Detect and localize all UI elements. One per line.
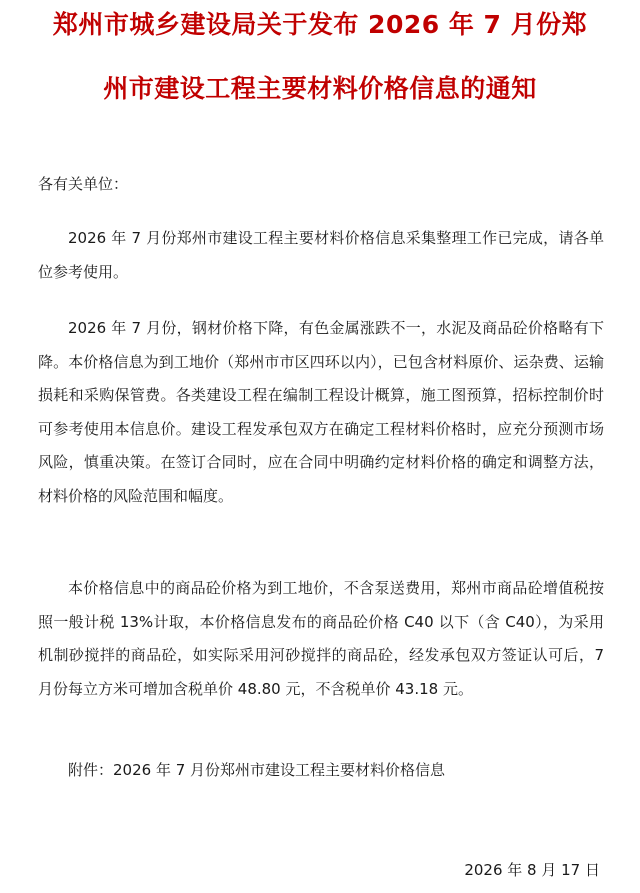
paragraph-intro: 2026 年 7 月份郑州市建设工程主要材料价格信息采集整理工作已完成，请各单位参考使用。 <box>38 229 604 281</box>
paragraph-price-trend: 2026 年 7 月份，钢材价格下降，有色金属涨跌不一，水泥及商品砼价格略有下降。本价格信息为到工地价（郑州市市区四环以内），已包含材料原价、运杂费、运输损耗和采购保管费。各类建设工程在编制工程设计概算，施工图预算，招标控制价时可参考使用本信息价。建设工程发承包双方在确定工程材料价格时，应充分预测市场风险，慎重决策。在签订合同时，应在合同中明确约定材料价格的确定和调整方法，材料价格的风险范围和幅度。 <box>38 319 604 505</box>
issue-date: 2026 年 8 月 17 日 <box>464 861 600 879</box>
salutation: 各有关单位： <box>38 175 129 193</box>
notice-title-line-2: 州市建设工程主要材料价格信息的通知 <box>103 74 537 103</box>
notice-title-line-1: 郑州市城乡建设局关于发布 2026 年 7 月份郑 <box>52 10 588 39</box>
paragraph-concrete-price: 本价格信息中的商品砼价格为到工地价，不含泵送费用，郑州市商品砼增值税按照一般计税 13%计取，本价格信息发布的商品砼价格 C40 以下（含 C40），为采用机制砂搅拌的商品砼，如实际采用河砂搅拌的商品砼，经发承包双方签证认可后，7 月份每立方米可增加含税单价 48.80 元，不含税单价 43.18 元。 <box>38 579 604 698</box>
attachment-line: 附件：2026 年 7 月份郑州市建设工程主要材料价格信息 <box>68 761 446 779</box>
